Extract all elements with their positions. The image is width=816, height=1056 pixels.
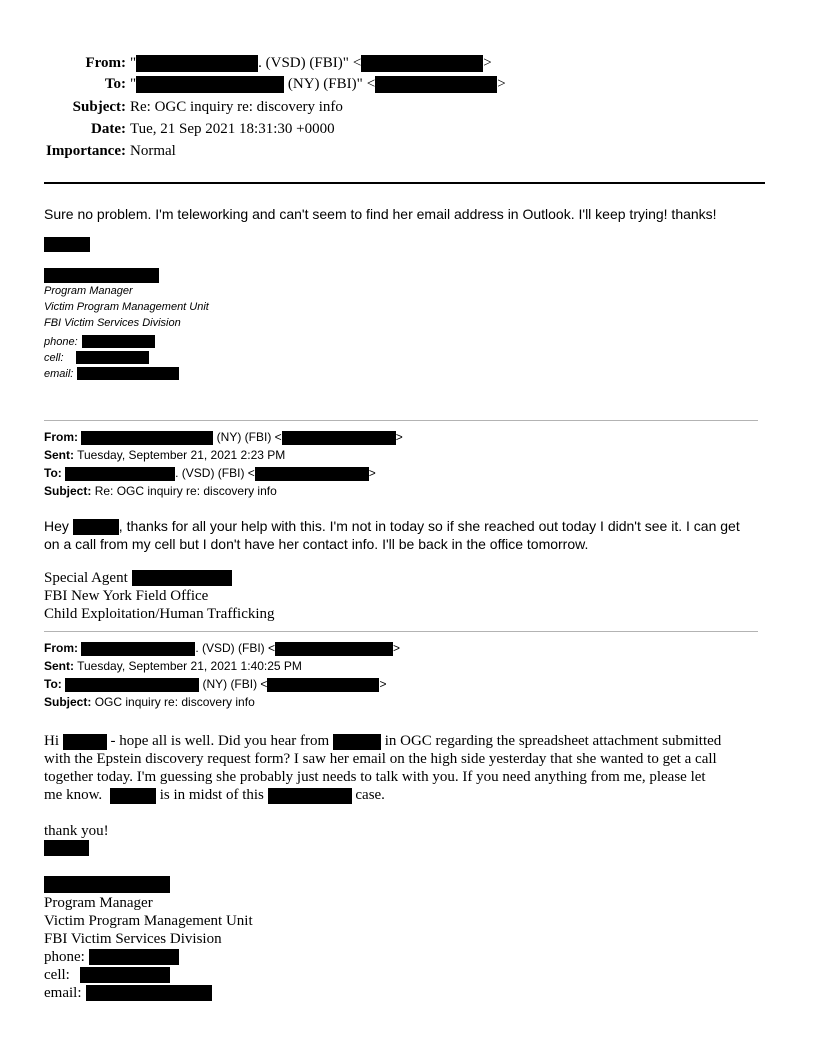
- redaction: [44, 876, 170, 893]
- message-divider: [44, 631, 758, 632]
- signature-division: FBI Victim Services Division: [44, 317, 181, 329]
- msg2-signature-office: FBI New York Field Office: [44, 588, 209, 604]
- subject-value: Re: OGC inquiry re: discovery info: [130, 99, 343, 115]
- msg3-signature-unit: Victim Program Management Unit: [44, 913, 253, 929]
- redaction: [81, 642, 195, 656]
- redaction: [110, 788, 156, 804]
- msg2-from-row: [44, 430, 403, 445]
- l4-b: is in midst of this: [159, 787, 264, 803]
- sig-title: Special Agent: [44, 570, 128, 586]
- redaction: [267, 678, 379, 692]
- cell-label: cell:: [44, 967, 70, 983]
- msg3-thanks: thank you!: [44, 823, 109, 839]
- gt: >: [379, 677, 387, 691]
- redaction: [63, 734, 107, 750]
- redaction: [268, 788, 352, 804]
- subject-value: Re: OGC inquiry re: discovery info: [94, 484, 277, 498]
- importance-label: Importance:: [46, 143, 126, 159]
- greeting: Hey: [44, 518, 69, 534]
- from-label: From:: [44, 641, 78, 655]
- header-from-row: [0, 54, 492, 72]
- redaction: [44, 840, 89, 856]
- to-name-suffix: (NY) (FBI)": [284, 76, 363, 92]
- lt: <: [366, 76, 376, 92]
- redaction: [44, 268, 159, 283]
- subject-value: OGC inquiry re: discovery info: [94, 695, 255, 709]
- msg3-subject-row: [44, 695, 255, 709]
- to-label: To:: [44, 466, 62, 480]
- redaction: [86, 985, 212, 1001]
- redaction: [77, 367, 179, 380]
- l1-b: - hope all is well. Did you hear from: [110, 733, 330, 749]
- signature-unit: Victim Program Management Unit: [44, 301, 209, 313]
- msg2-to-row: [44, 466, 376, 481]
- quote: ": [130, 76, 137, 92]
- to-label: To:: [104, 76, 126, 92]
- msg3-body-line3: together today. I'm guessing she probably just needs to talk with you. If you need anything from me, please let: [44, 769, 706, 785]
- redaction: [136, 76, 284, 93]
- header-divider: [44, 182, 765, 184]
- redaction: [82, 335, 155, 348]
- to-suffix: (NY) (FBI) <: [199, 677, 268, 691]
- email-label: email:: [44, 368, 74, 380]
- l1-a: Hi: [44, 733, 59, 749]
- redaction: [80, 967, 170, 983]
- msg3-to-row: [44, 677, 386, 692]
- sent-value: Tuesday, September 21, 2021 2:23 PM: [77, 448, 286, 462]
- msg2-signature-unit: Child Exploitation/Human Trafficking: [44, 606, 275, 622]
- msg2-subject-row: [44, 484, 277, 498]
- msg3-signature-division: FBI Victim Services Division: [44, 931, 222, 947]
- signature-email: [44, 364, 179, 382]
- msg2-body-line1: [44, 517, 740, 535]
- header-to-row: [0, 75, 506, 93]
- header-subject-row: [0, 98, 343, 116]
- to-label: To:: [44, 677, 62, 691]
- date-value: Tue, 21 Sep 2021 18:31:30 +0000: [130, 121, 335, 137]
- redaction: [375, 76, 497, 93]
- gt: >: [393, 641, 401, 655]
- redaction: [282, 431, 396, 445]
- l4-c: case.: [355, 787, 385, 803]
- msg3-body-line2: with the Epstein discovery request form? I saw her email on the high side yesterday that she wanted to get a call: [44, 751, 717, 767]
- redaction: [65, 467, 175, 481]
- phone-label: phone:: [44, 949, 85, 965]
- date-label: Date:: [91, 121, 126, 137]
- msg3-body-line1: [44, 732, 721, 750]
- from-suffix: (NY) (FBI) <: [213, 430, 282, 444]
- l1-c: in OGC regarding the spreadsheet attachment submitted: [384, 733, 722, 749]
- msg3-signature-cell: [44, 966, 170, 984]
- msg3-from-row: [44, 641, 400, 656]
- msg3-signature-phone: [44, 948, 179, 966]
- header-date-row: [0, 120, 335, 138]
- msg3-sent-row: [44, 659, 302, 673]
- from-name-suffix: . (VSD) (FBI)": [258, 55, 349, 71]
- from-suffix: . (VSD) (FBI) <: [195, 641, 276, 655]
- msg2-sent-row: [44, 448, 285, 462]
- redaction: [132, 570, 232, 586]
- sent-value: Tuesday, September 21, 2021 1:40:25 PM: [77, 659, 302, 673]
- gt: >: [368, 466, 376, 480]
- from-label: From:: [85, 55, 126, 71]
- from-label: From:: [44, 430, 78, 444]
- gt: >: [483, 55, 492, 71]
- msg3-signature-email: [44, 984, 212, 1002]
- l4-a: me know.: [44, 787, 103, 803]
- redaction: [81, 431, 213, 445]
- redaction: [76, 351, 149, 364]
- gt: >: [497, 76, 506, 92]
- header-importance-row: [0, 142, 176, 160]
- phone-label: phone:: [44, 336, 78, 348]
- gt: >: [395, 430, 403, 444]
- message-divider: [44, 420, 758, 421]
- subject-label: Subject:: [44, 484, 92, 498]
- redaction: [73, 519, 119, 535]
- msg3-body-line4: [44, 786, 385, 804]
- lt: <: [352, 55, 362, 71]
- redaction: [275, 642, 393, 656]
- redaction: [65, 678, 199, 692]
- subject-label: Subject:: [72, 99, 126, 115]
- msg2-body-line2: on a call from my cell but I don't have her contact info. I'll be back in the office tomorrow.: [44, 536, 589, 552]
- msg3-signature-title: Program Manager: [44, 895, 153, 911]
- sent-label: Sent:: [44, 448, 74, 462]
- signature-title: Program Manager: [44, 285, 133, 297]
- redaction: [255, 467, 369, 481]
- email-label: email:: [44, 985, 82, 1001]
- message-body: Sure no problem. I'm teleworking and can't seem to find her email address in Outlook. I'll keep trying! thanks!: [44, 206, 717, 222]
- redaction: [89, 949, 179, 965]
- redaction: [333, 734, 381, 750]
- redaction: [44, 237, 90, 252]
- line1-text: , thanks for all your help with this. I'm not in today so if she reached out today I didn't see it. I can get: [118, 518, 740, 534]
- to-suffix: . (VSD) (FBI) <: [175, 466, 255, 480]
- redaction: [136, 55, 258, 72]
- importance-value: Normal: [130, 143, 176, 159]
- redaction: [361, 55, 483, 72]
- cell-label: cell:: [44, 352, 64, 364]
- sent-label: Sent:: [44, 659, 74, 673]
- msg2-signature-title: [44, 569, 232, 587]
- quote: ": [130, 55, 137, 71]
- subject-label: Subject:: [44, 695, 92, 709]
